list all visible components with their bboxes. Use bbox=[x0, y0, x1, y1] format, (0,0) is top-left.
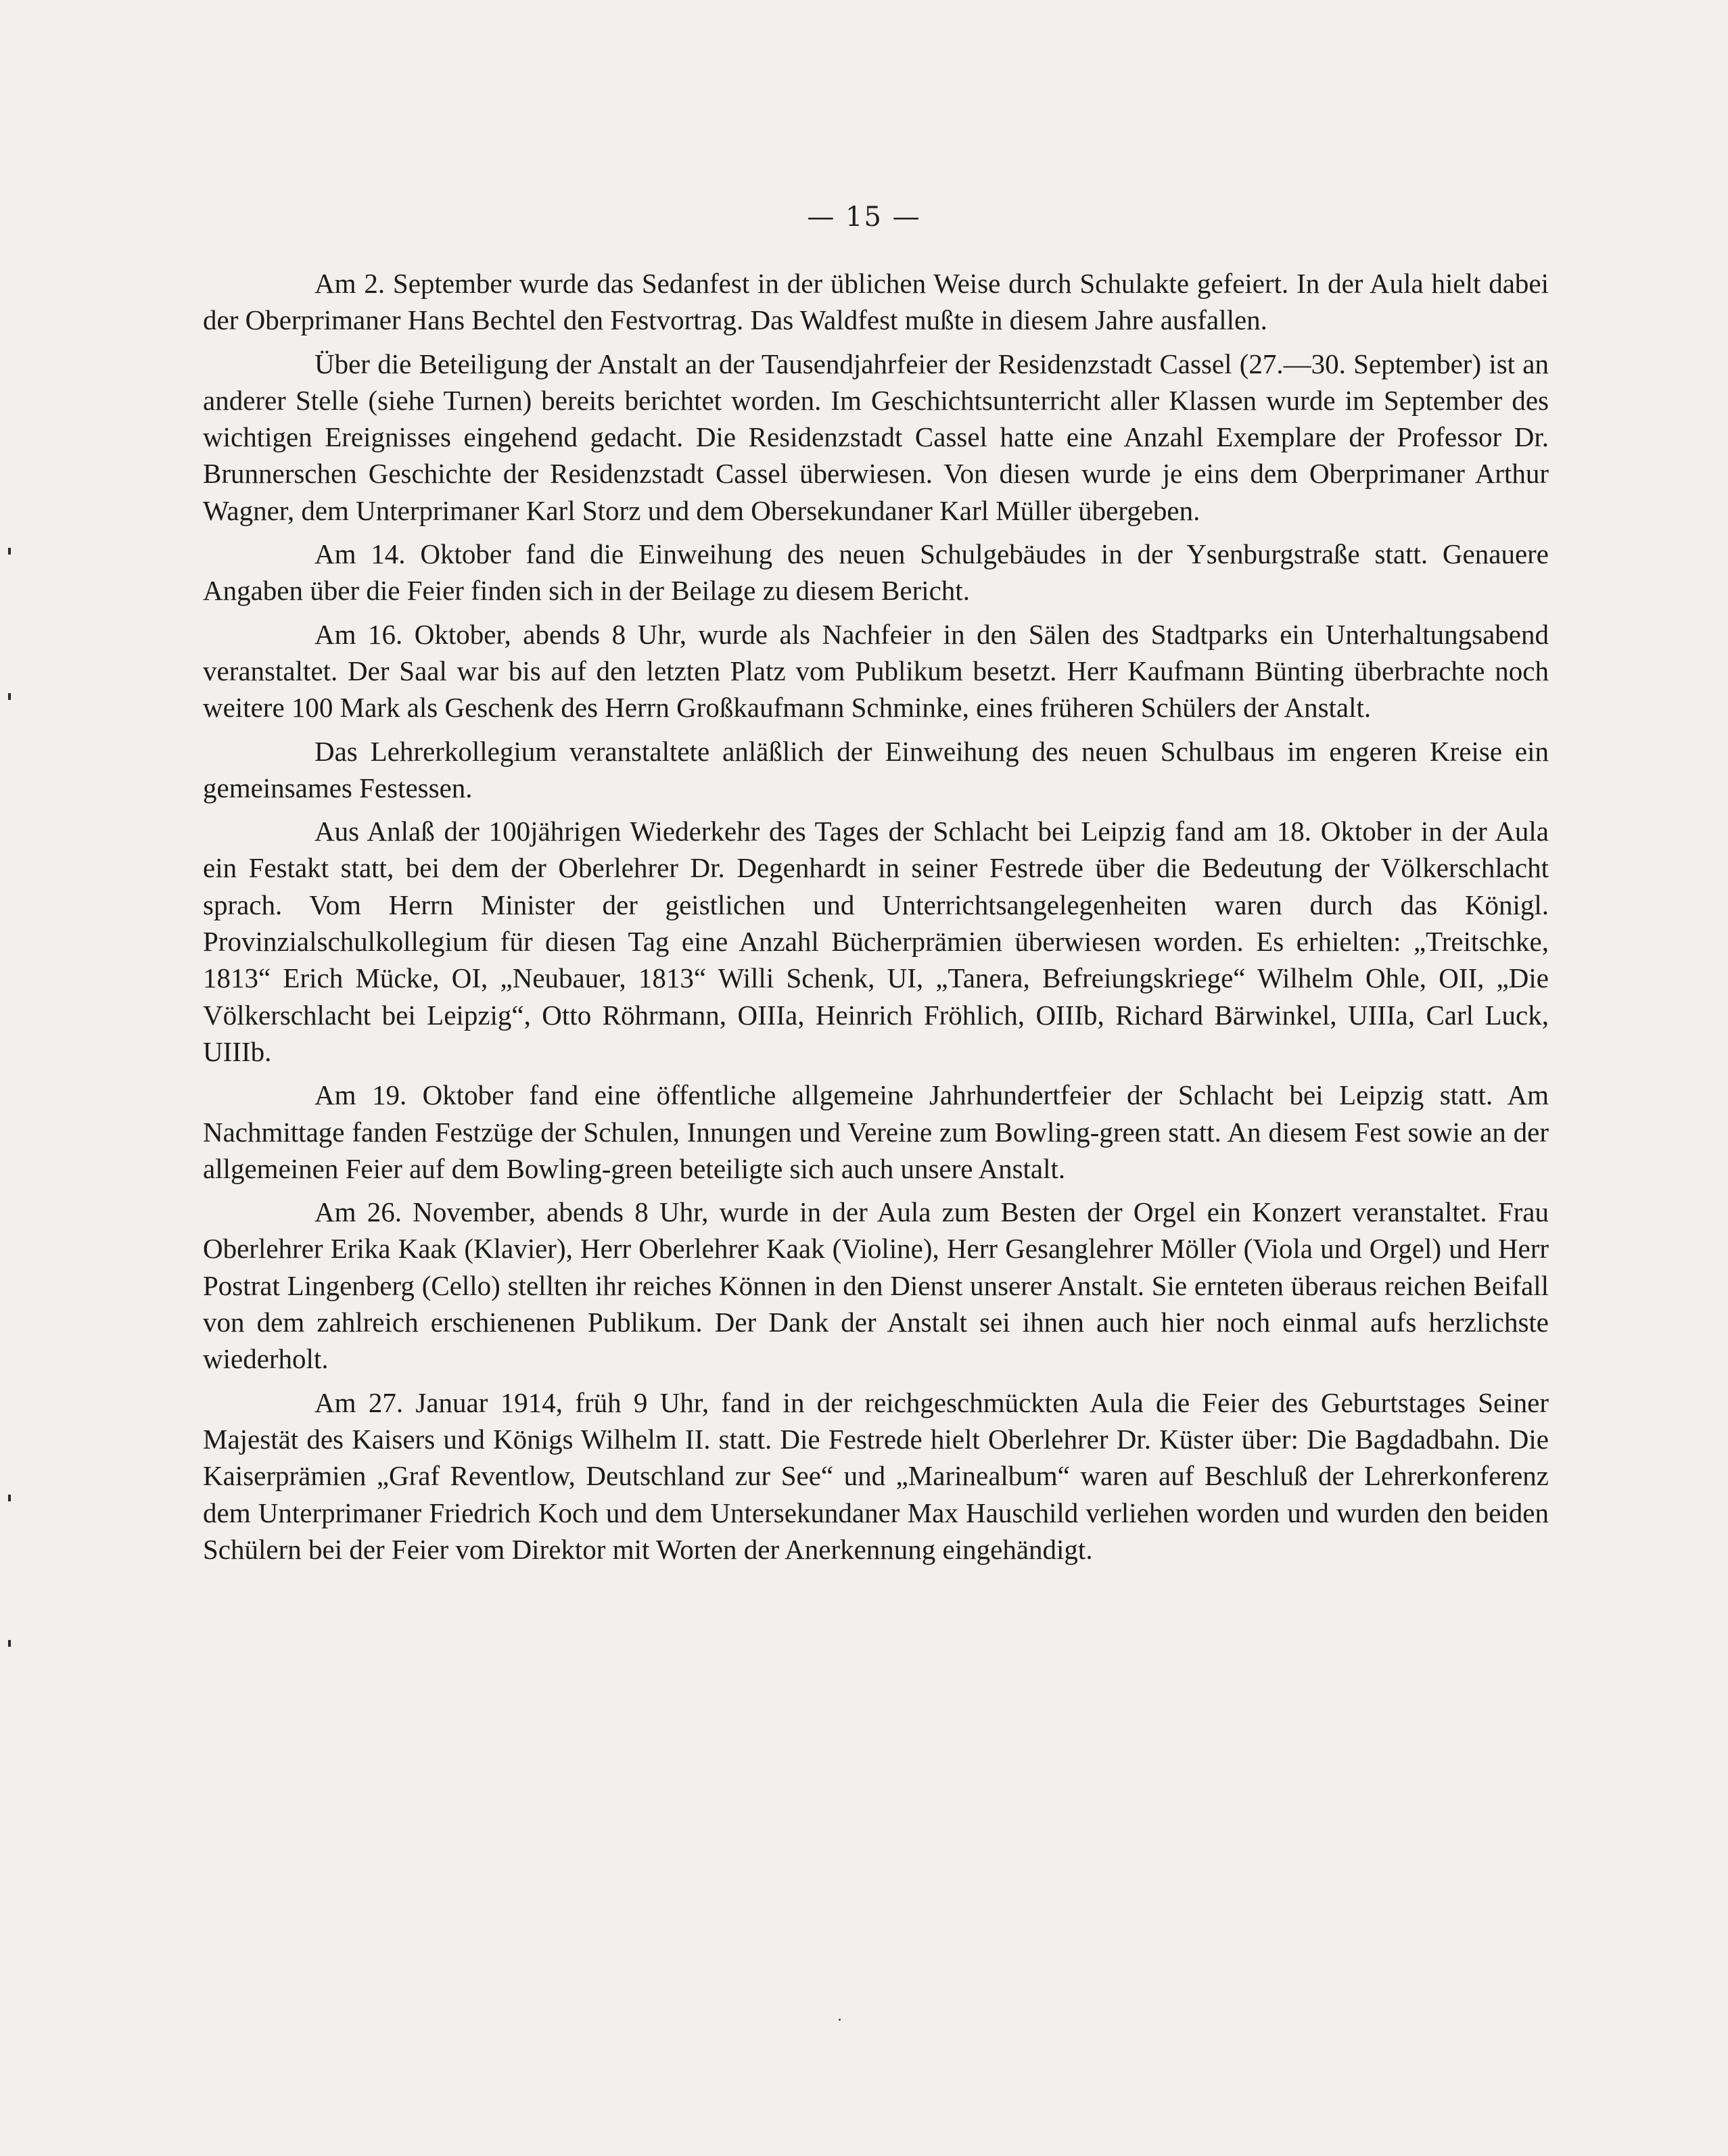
paragraph-festessen: Das Lehrerkollegium veranstaltete anläßlich der Einweihung des neuen Schulbaus im engeren Kreise ein gemeinsames Festessen. bbox=[203, 735, 1549, 803]
page-number: — 15 — bbox=[807, 202, 921, 233]
paragraph-konzert: Am 26. November, abends 8 Uhr, wurde in der Aula zum Besten der Orgel ein Konzert veranstaltet. Frau Oberlehrer Erika Kaak (Klavier), Herr Oberlehrer Kaak (Violine), Herr Gesanglehrer Möller (Viola und Orgel) und Herr Postrat Lingenberg (Cello) stellten ihr reiches Können in den Dienst unserer Anstalt. Sie ernteten überaus reichen Beifall von dem zahlreich erschienenen Publikum. Der Dank der Anstalt sei ihnen auch hier noch einmal aufs herzlichste wiederholt. bbox=[203, 1196, 1549, 1375]
paragraph-tausendjahrfeier: Über die Beteiligung der Anstalt an der Tausendjahrfeier der Residenzstadt Cassel (27.—30. September) ist an anderer Stelle (siehe Turnen) bereits berichtet worden. Im Geschichtsunterricht aller Klassen wurde im September des wichtigen Ereignisses eingehend gedacht. Die Residenzstadt Cassel hatte eine Anzahl Exemplare der Professor Dr. Brunnerschen Geschichte der Residenzstadt Cassel überwiesen. Von diesen wurde je eins dem Oberprimaner Arthur Wagner, dem Unterprimaner Karl Storz und dem Obersekundaner Karl Müller übergeben. bbox=[203, 348, 1549, 526]
scan-edge-mark bbox=[8, 1495, 11, 1501]
scan-edge-mark bbox=[8, 693, 11, 700]
body-text bbox=[203, 265, 1549, 1574]
paragraph-sedanfest: Am 2. September wurde das Sedanfest in der üblichen Weise durch Schulakte gefeiert. In der Aula hielt dabei der Oberprimaner Hans Bechtel den Festvortrag. Das Waldfest mußte in diesem Jahre ausfallen. bbox=[203, 268, 1549, 336]
scan-speck bbox=[839, 2019, 841, 2021]
paragraph-nachfeier: Am 16. Oktober, abends 8 Uhr, wurde als Nachfeier in den Sälen des Stadtparks ein Unterhaltungsabend veranstaltet. Der Saal war bis auf den letzten Platz vom Publikum besetzt. Herr Kaufmann Bünting überbrachte noch weitere 100 Mark als Geschenk des Herrn Großkaufmann Schminke, eines früheren Schülers der Anstalt. bbox=[203, 618, 1549, 724]
scan-edge-mark bbox=[8, 1640, 11, 1647]
paragraph-kaisergeburtstag: Am 27. Januar 1914, früh 9 Uhr, fand in der reichgeschmückten Aula die Feier des Geburtstages Seiner Majestät des Kaisers und Königs Wilhelm II. statt. Die Festrede hielt Oberlehrer Dr. Küster über: Die Bagdadbahn. Die Kaiserprämien „Graf Reventlow, Deutschland zur See“ und „Marinealbum“ waren auf Beschluß der Lehrerkonferenz dem Unterprimaner Friedrich Koch und dem Untersekundaner Max Hauschild verliehen worden und wurden den beiden Schülern bei der Feier vom Direktor mit Worten der Anerkennung eingehändigt. bbox=[203, 1386, 1549, 1565]
paragraph-festakt-leipzig: Aus Anlaß der 100jährigen Wiederkehr des Tages der Schlacht bei Leipzig fand am 18. Oktober in der Aula ein Festakt statt, bei dem der Oberlehrer Dr. Degenhardt in seiner Festrede über die Bedeutung der Völkerschlacht sprach. Vom Herrn Minister der geistlichen und Unterrichtsangelegenheiten waren durch das Königl. Provinzialschulkollegium für diesen Tag eine Anzahl Bücherprämien überwiesen worden. Es erhielten: „Treitschke, 1813“ Erich Mücke, OI, „Neubauer, 1813“ Willi Schenk, UI, „Tanera, Befreiungskriege“ Wilhelm Ohle, OII, „Die Völkerschlacht bei Leipzig“, Otto Röhrmann, OIIIa, Heinrich Fröhlich, OIIIb, Richard Bärwinkel, UIIIa, Carl Luck, UIIIb. bbox=[203, 816, 1549, 1067]
paragraph-jahrhundertfeier: Am 19. Oktober fand eine öffentliche allgemeine Jahrhundertfeier der Schlacht bei Leipzig statt. Am Nachmittage fanden Festzüge der Schulen, Innungen und Vereine zum Bowling-green statt. An diesem Fest sowie an der allgemeinen Feier auf dem Bowling-green beteiligte sich auch unsere Anstalt. bbox=[203, 1079, 1549, 1184]
scan-edge-mark bbox=[8, 548, 11, 555]
paragraph-einweihung: Am 14. Oktober fand die Einweihung des neuen Schulgebäudes in der Ysenburgstraße statt. Genauere Angaben über die Feier finden sich in der Beilage zu diesem Bericht. bbox=[203, 538, 1549, 607]
